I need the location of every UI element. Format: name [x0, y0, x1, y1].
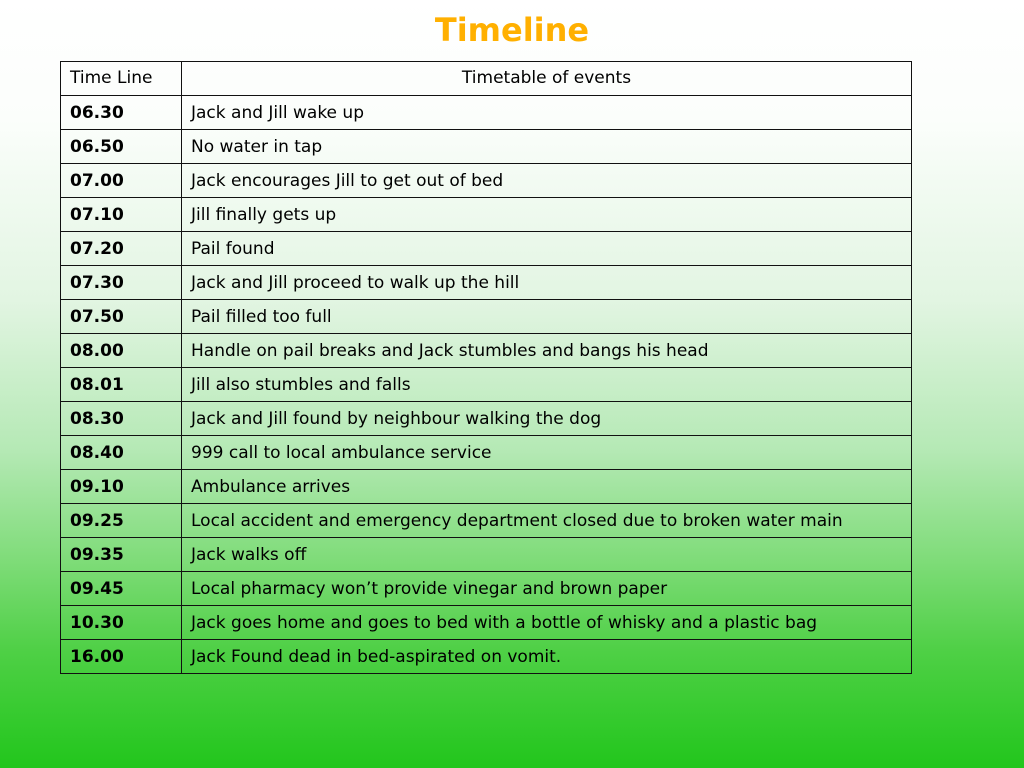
event-cell: Jack goes home and goes to bed with a bottle of whisky and a plastic bag — [182, 606, 912, 640]
table-row — [61, 96, 912, 130]
event-cell: 999 call to local ambulance service — [182, 436, 912, 470]
table-row — [61, 300, 912, 334]
table-row — [61, 334, 912, 368]
event-cell: Local pharmacy won’t provide vinegar and brown paper — [182, 572, 912, 606]
event-cell: Jack walks off — [182, 538, 912, 572]
slide-title: Timeline — [434, 11, 590, 49]
time-cell: 10.30 — [61, 606, 182, 640]
event-cell: Jack and Jill wake up — [182, 96, 912, 130]
time-cell: 07.00 — [61, 164, 182, 198]
event-cell: No water in tap — [182, 130, 912, 164]
table-row — [61, 606, 912, 640]
time-cell: 07.20 — [61, 232, 182, 266]
time-cell: 16.00 — [61, 640, 182, 674]
time-cell: 09.10 — [61, 470, 182, 504]
table-row — [61, 402, 912, 436]
table-row — [61, 572, 912, 606]
event-cell: Jill also stumbles and falls — [182, 368, 912, 402]
time-cell: 07.50 — [61, 300, 182, 334]
event-cell: Jill finally gets up — [182, 198, 912, 232]
time-cell: 08.00 — [61, 334, 182, 368]
table-header-row — [61, 62, 912, 96]
event-cell: Pail found — [182, 232, 912, 266]
time-cell: 09.35 — [61, 538, 182, 572]
table-row — [61, 130, 912, 164]
event-cell: Jack Found dead in bed-aspirated on vomit. — [182, 640, 912, 674]
table-row — [61, 368, 912, 402]
time-cell: 09.25 — [61, 504, 182, 538]
timetable-of-events-header: Timetable of events — [182, 62, 912, 96]
table-row — [61, 504, 912, 538]
table-row — [61, 164, 912, 198]
timeline-table — [60, 61, 912, 674]
time-cell: 08.30 — [61, 402, 182, 436]
table-row — [61, 640, 912, 674]
time-cell: 08.40 — [61, 436, 182, 470]
table-row — [61, 436, 912, 470]
time-cell: 09.45 — [61, 572, 182, 606]
table-row — [61, 470, 912, 504]
event-cell: Jack and Jill found by neighbour walking the dog — [182, 402, 912, 436]
table-row — [61, 232, 912, 266]
event-cell: Jack encourages Jill to get out of bed — [182, 164, 912, 198]
time-cell: 07.30 — [61, 266, 182, 300]
time-cell: 06.30 — [61, 96, 182, 130]
table-row — [61, 198, 912, 232]
event-cell: Ambulance arrives — [182, 470, 912, 504]
event-cell: Handle on pail breaks and Jack stumbles and bangs his head — [182, 334, 912, 368]
table-row — [61, 266, 912, 300]
time-cell: 07.10 — [61, 198, 182, 232]
event-cell: Pail filled too full — [182, 300, 912, 334]
time-line-header: Time Line — [61, 62, 182, 96]
event-cell: Local accident and emergency department closed due to broken water main — [182, 504, 912, 538]
time-cell: 08.01 — [61, 368, 182, 402]
event-cell: Jack and Jill proceed to walk up the hill — [182, 266, 912, 300]
timeline-rows — [61, 96, 912, 674]
table-row — [61, 538, 912, 572]
time-cell: 06.50 — [61, 130, 182, 164]
